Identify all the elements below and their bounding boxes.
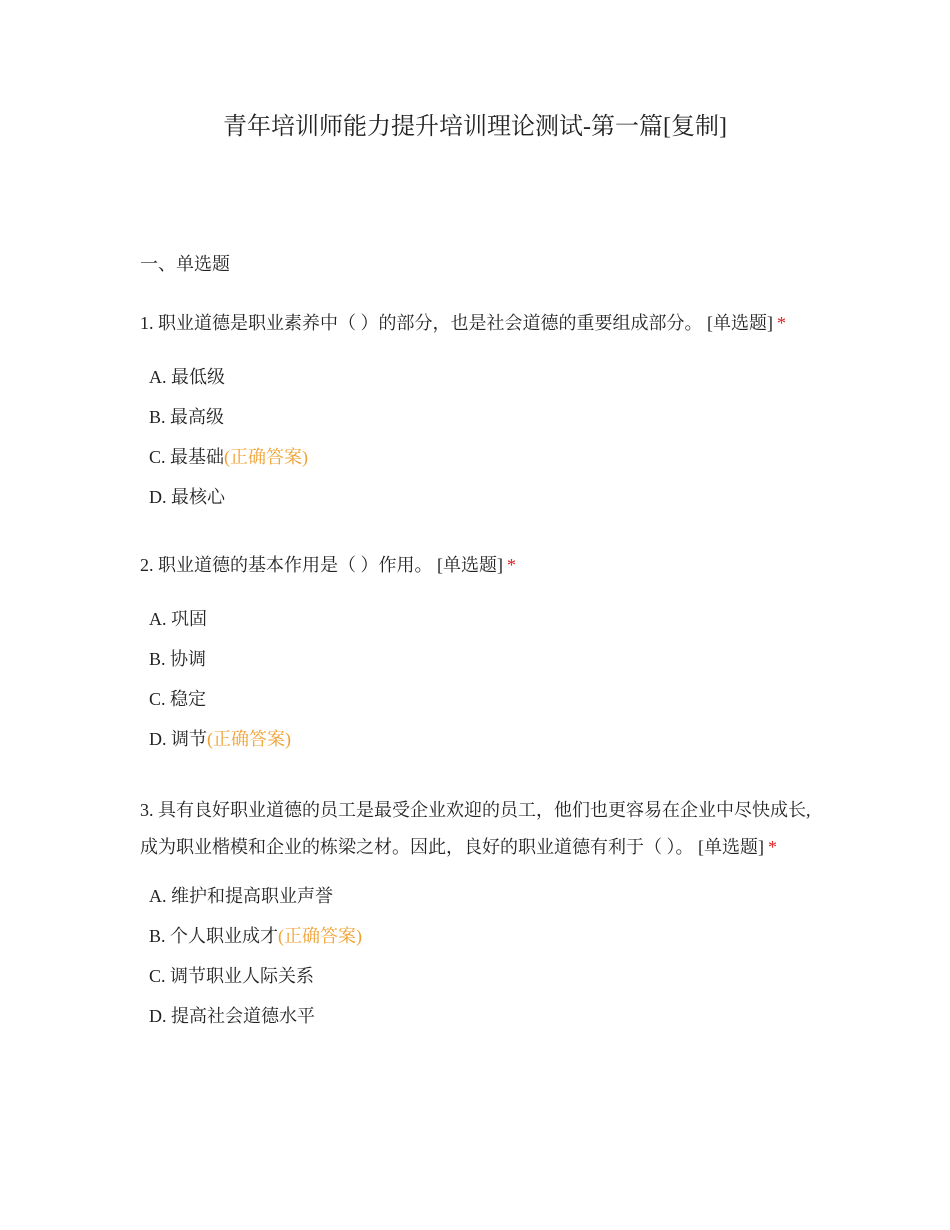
option-c xyxy=(140,437,820,477)
option-list xyxy=(140,876,820,1036)
page-title: 青年培训师能力提升培训理论测试-第一篇[复制] xyxy=(223,114,727,140)
option-label: B. 个人职业成才 xyxy=(149,926,279,946)
option-label: A. 维护和提高职业声誉 xyxy=(149,886,333,906)
question-type: [单选题] xyxy=(707,313,773,333)
option-b xyxy=(140,916,820,956)
option-list xyxy=(140,357,820,517)
question-1 xyxy=(140,311,820,517)
question-text: 1. 职业道德是职业素养中（ ）的部分，也是社会道德的重要组成部分。 xyxy=(140,313,703,333)
option-b xyxy=(140,639,820,679)
option-label: B. 最高级 xyxy=(149,407,225,427)
question-3 xyxy=(140,792,820,1036)
required-marker: * xyxy=(777,313,786,333)
option-label: A. 巩固 xyxy=(149,609,207,629)
option-list xyxy=(140,599,820,759)
option-label: C. 稳定 xyxy=(149,689,207,709)
correct-answer-tag: (正确答案) xyxy=(278,926,363,946)
option-label: D. 调节 xyxy=(149,729,207,749)
section-heading: 一、单选题 xyxy=(140,254,230,274)
question-stem xyxy=(140,792,820,866)
question-stem xyxy=(140,553,820,577)
option-label: C. 最基础 xyxy=(149,447,225,467)
option-c xyxy=(140,679,820,719)
option-label: C. 调节职业人际关系 xyxy=(149,966,315,986)
question-type: [单选题] xyxy=(437,555,503,575)
option-d xyxy=(140,477,820,517)
option-label: A. 最低级 xyxy=(149,367,225,387)
question-2 xyxy=(140,553,820,759)
option-d xyxy=(140,719,820,759)
question-stem xyxy=(140,311,820,335)
question-type: [单选题] xyxy=(698,837,764,857)
option-a xyxy=(140,876,820,916)
option-d xyxy=(140,996,820,1036)
required-marker: * xyxy=(507,555,516,575)
option-a xyxy=(140,599,820,639)
question-text: 2. 职业道德的基本作用是（ ）作用。 xyxy=(140,555,433,575)
correct-answer-tag: (正确答案) xyxy=(207,729,291,749)
option-c xyxy=(140,956,820,996)
option-b xyxy=(140,397,820,437)
option-a xyxy=(140,357,820,397)
correct-answer-tag: (正确答案) xyxy=(224,447,309,467)
option-label: B. 协调 xyxy=(149,649,207,669)
required-marker: * xyxy=(768,837,777,857)
option-label: D. 最核心 xyxy=(149,487,225,507)
question-text: 3. 具有良好职业道德的员工是最受企业欢迎的员工，他们也更容易在企业中尽快成长,成为职业楷模和企业的栋梁之材。因此，良好的职业道德有利于（ ）。 xyxy=(140,800,811,857)
option-label: D. 提高社会道德水平 xyxy=(149,1006,315,1026)
